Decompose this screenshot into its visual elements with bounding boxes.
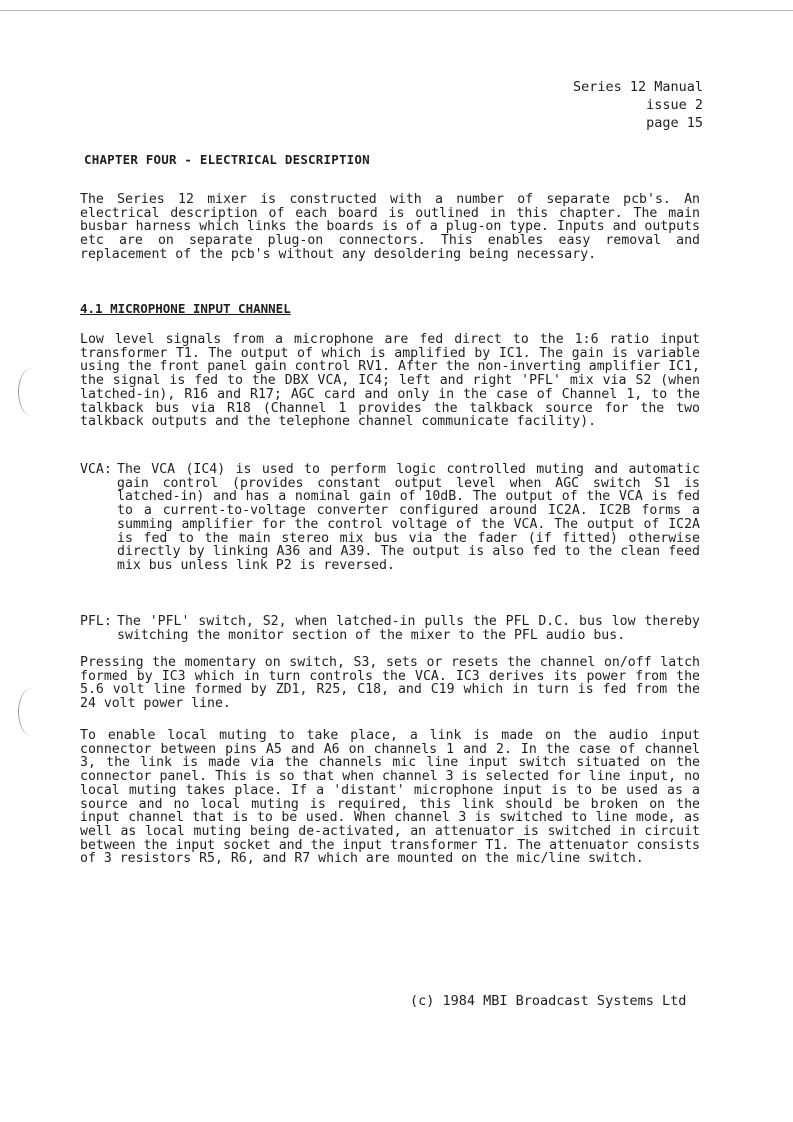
onoff-paragraph: Pressing the momentary on switch, S3, sets or resets the channel on/off latch formed by IC3 which in turn controls the VCA. IC3 derives its power from the 5.6 volt line formed by ZD1, R25, C18, and C19 which in turn is fed from the 24 volt power line. [80, 655, 700, 712]
section-title: 4.1 MICROPHONE INPUT CHANNEL [80, 301, 291, 316]
pfl-text: The 'PFL' switch, S2, when latched-in pulls the PFL D.C. bus low thereby switching the monitor section of the mixer to the PFL audio bus. [117, 614, 700, 643]
input-paragraph: Low level signals from a microphone are fed direct to the 1:6 ratio input transformer T1. The output of which is amplified by IC1. The gain is variable using the front panel gain control RV1. After the non-inverting amplifier IC1, the signal is fed to the DBX VCA, IC4; left and right 'PFL' mix via S2 (when latched-in), R16 and R17; AGC card and only in the case of Channel 1, to the talkback bus via R18 (Channel 1 provides the talkback source for the two talkback outputs and the telephone channel communicate facility). [80, 332, 700, 430]
vca-label: VCA: [80, 462, 112, 477]
header-page-number: page 15 [646, 115, 703, 131]
muting-paragraph: To enable local muting to take place, a link is made on the audio input connector between pins A5 and A6 on channels 1 and 2. In the case of channel 3, the link is made via the channels mic line input switch situated on the connector panel. This is so that when channel 3 is selected for line input, no local muting takes place. If a 'distant' microphone input is to be used as a source and no local muting is required, this link should be broken on the input channel that is to be used. When channel 3 is switched to line mode, as well as local muting being de-activated, an attenuator is switched in circuit between the input socket and the input transformer T1. The attenuator consists of 3 resistors R5, R6, and R7 which are mounted on the mic/line switch. [80, 728, 700, 867]
intro-paragraph: The Series 12 mixer is constructed with a number of separate pcb's. An electrical description of each board is outlined in this chapter. The main busbar harness which links the boards is of a plug-on type. Inputs and outputs etc are on separate plug-on connectors. This enables easy removal and replacement of the pcb's without any desoldering being necessary. [80, 192, 700, 262]
copyright-footer: (c) 1984 MBI Broadcast Systems Ltd [410, 993, 687, 1009]
binder-hole-mark [18, 368, 45, 416]
vca-text: The VCA (IC4) is used to perform logic controlled muting and automatic gain control (provides constant output level when AGC switch S1 is latched-in) and has a nominal gain of 10dB. The output of the VCA is fed to a current-to-voltage converter configured around IC2A. IC2B forms a summing amplifier for the control voltage of the VCA. The output of IC2A is fed to the main stereo mix bus via the fader (if fitted) otherwise directly by linking A36 and A39. The output is also fed to the clean feed mix bus unless link P2 is reversed. [117, 462, 700, 573]
header-issue: issue 2 [646, 97, 703, 113]
pfl-paragraph [80, 615, 700, 642]
vca-paragraph [80, 463, 700, 573]
pfl-label: PFL: [80, 614, 112, 629]
chapter-title: CHAPTER FOUR - ELECTRICAL DESCRIPTION [84, 152, 370, 167]
page-header [573, 78, 703, 132]
binder-hole-mark [18, 688, 45, 736]
header-manual-title: Series 12 Manual [572, 79, 703, 95]
scan-top-edge [0, 10, 793, 11]
